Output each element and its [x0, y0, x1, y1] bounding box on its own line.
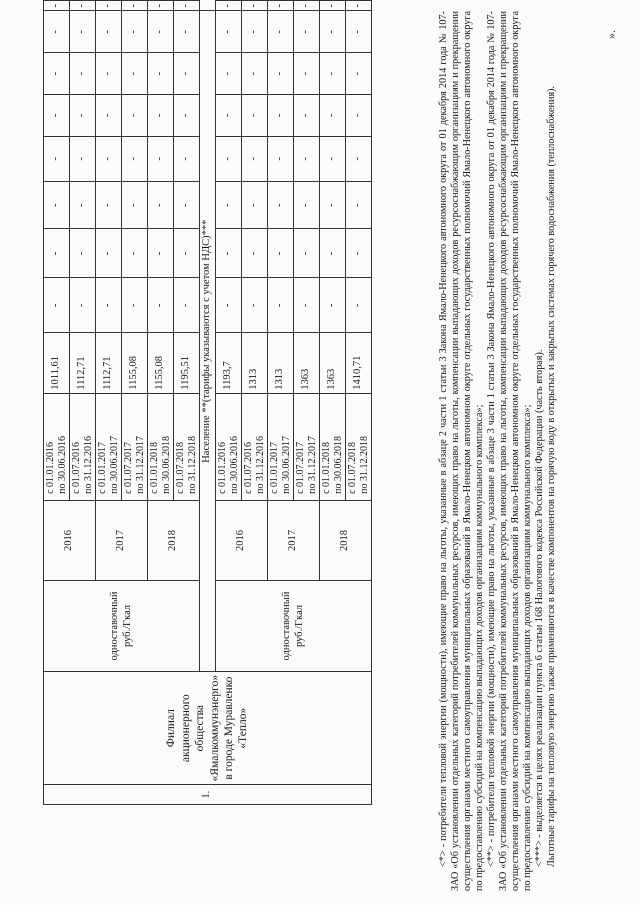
tariff-unit: одноставочный руб./Гкал [44, 581, 200, 672]
period-to: по 30.06.2017 [280, 436, 292, 494]
year-cell: 2016 [44, 500, 96, 580]
empty-value-dash: - [174, 94, 200, 136]
empty-value-dash: - [320, 278, 346, 333]
empty-value-dash: - [242, 11, 268, 53]
period-from: с 01.01.2018 [149, 441, 160, 494]
year-cell: 2017 [268, 500, 320, 580]
empty-value-dash: - [122, 94, 148, 136]
empty-value-dash: - [294, 229, 320, 278]
empty-value-dash: - [216, 182, 242, 229]
empty-value-dash: - [148, 229, 174, 278]
empty-value-dash: - [346, 229, 372, 278]
empty-value-dash: - [320, 53, 346, 95]
empty-value-dash: - [268, 136, 294, 181]
empty-value-dash: - [174, 182, 200, 229]
empty-value-dash: - [320, 94, 346, 136]
empty-value-dash: - [148, 94, 174, 136]
empty-value-dash: - [96, 11, 122, 53]
empty-value-dash: - [96, 1, 122, 12]
empty-value-dash: - [70, 53, 96, 95]
empty-value-dash: - [242, 94, 268, 136]
period-to: по 30.06.2016 [56, 436, 68, 494]
period-from: с 01.01.2016 [45, 441, 56, 494]
tariff-value: 1195,51 [174, 333, 200, 394]
empty-value-dash: - [268, 229, 294, 278]
footnote-4: Льготные тарифы на тепловую энергию также применяются в качестве компонентов на горячую воду в открытых и закрытых системах горячего водоснабжения (теплоснабжения). [546, 85, 558, 867]
empty-value-dash: - [174, 1, 200, 12]
tariff-value: 1313 [242, 333, 268, 394]
empty-value-dash: - [294, 182, 320, 229]
empty-value-dash: - [268, 53, 294, 95]
table-row [44, 1, 70, 805]
footnotes [438, 11, 558, 891]
empty-value-dash: - [70, 278, 96, 333]
period-cell [320, 393, 346, 500]
tariff-value: 1155,08 [148, 333, 174, 394]
tariff-value: 1410,71 [346, 333, 372, 394]
empty-value-dash: - [174, 11, 200, 53]
empty-value-dash: - [122, 53, 148, 95]
period-from: с 01.07.2016 [243, 441, 254, 494]
empty-value-dash: - [44, 229, 70, 278]
empty-value-dash: - [216, 229, 242, 278]
empty-value-dash: - [294, 1, 320, 12]
period-from: с 01.01.2018 [321, 441, 332, 494]
empty-value-dash: - [346, 136, 372, 181]
empty-value-dash: - [148, 182, 174, 229]
period-cell [174, 393, 200, 500]
empty-value-dash: - [294, 11, 320, 53]
period-from: с 01.01.2016 [217, 441, 228, 494]
period-from: с 01.07.2018 [347, 441, 358, 494]
period-to: по 31.12.2018 [186, 436, 198, 494]
empty-value-dash: - [44, 94, 70, 136]
empty-value-dash: - [268, 278, 294, 333]
tariff-value: 1193,7 [216, 333, 242, 394]
empty-value-dash: - [216, 53, 242, 95]
empty-value-dash: - [96, 229, 122, 278]
empty-value-dash: - [44, 1, 70, 12]
empty-value-dash: - [216, 278, 242, 333]
empty-value-dash: - [174, 136, 200, 181]
empty-value-dash: - [346, 1, 372, 12]
empty-value-dash: - [242, 53, 268, 95]
empty-value-dash: - [320, 136, 346, 181]
period-from: с 01.07.2018 [175, 441, 186, 494]
empty-value-dash: - [242, 1, 268, 12]
empty-value-dash: - [320, 11, 346, 53]
empty-value-dash: - [346, 53, 372, 95]
empty-value-dash: - [294, 278, 320, 333]
empty-value-dash: - [96, 278, 122, 333]
year-cell: 2016 [216, 500, 268, 580]
empty-value-dash: - [268, 182, 294, 229]
empty-value-dash: - [148, 11, 174, 53]
row-number: 1. [44, 785, 372, 805]
empty-value-dash: - [242, 182, 268, 229]
empty-value-dash: - [148, 278, 174, 333]
empty-value-dash: - [148, 136, 174, 181]
closing-quote: ». [604, 30, 618, 39]
organization-name: Филиал акционерного общества «Ямалкоммунэнерго» в городе Муравленко «Тепло» [44, 671, 372, 784]
period-to: по 30.06.2018 [160, 436, 172, 494]
empty-value-dash: - [148, 53, 174, 95]
empty-value-dash: - [346, 11, 372, 53]
period-cell [70, 393, 96, 500]
empty-value-dash: - [320, 229, 346, 278]
empty-value-dash: - [174, 278, 200, 333]
period-cell [294, 393, 320, 500]
empty-value-dash: - [320, 182, 346, 229]
empty-value-dash: - [148, 1, 174, 12]
empty-value-dash: - [44, 182, 70, 229]
empty-value-dash: - [44, 278, 70, 333]
empty-value-dash: - [268, 94, 294, 136]
empty-value-dash: - [122, 136, 148, 181]
footnote-1: <*> - потребители тепловой энергии (мощности), имеющие право на льготы, указанные в абзаце 2 части 1 статьи 3 Закона Ямало-Ненецкого автономного округа от 01 декабря 2014 года № 107-ЗАО «Об установлении отдельных категорий потребителей коммунальных ресурсов, имеющих право на льготы, компенсации выпадающих доходов ресурсоснабжающим организациям и прекращении осуществления органами местного самоуправления муниципальных образований в Ямало-Ненецком автономном округе отдельных государственных полномочий Ямало-Ненецкого автономного округа по предоставлению субсидий на компенсацию выпадающих доходов организациям коммунального комплекса»; [438, 11, 486, 891]
tariff-value: 1363 [320, 333, 346, 394]
period-from: с 01.07.2017 [295, 441, 306, 494]
empty-value-dash: - [70, 229, 96, 278]
empty-value-dash: - [294, 94, 320, 136]
empty-value-dash: - [174, 53, 200, 95]
period-to: по 31.12.2018 [358, 436, 370, 494]
tariff-value: 1112,71 [70, 333, 96, 394]
empty-value-dash: - [294, 53, 320, 95]
section-header-population: Население **(тарифы указываются с учетом НДС)*** [200, 11, 216, 671]
period-to: по 30.06.2016 [228, 436, 240, 494]
empty-value-dash: - [268, 1, 294, 12]
empty-value-dash: - [44, 53, 70, 95]
empty-value-dash: - [346, 182, 372, 229]
tariff-value: 1363 [294, 333, 320, 394]
period-cell [44, 393, 70, 500]
period-to: по 31.12.2017 [134, 436, 146, 494]
period-cell [268, 393, 294, 500]
period-from: с 01.01.2017 [269, 441, 280, 494]
empty-value-dash: - [216, 136, 242, 181]
empty-value-dash: - [96, 182, 122, 229]
empty-value-dash: - [96, 53, 122, 95]
tariff-unit: одноставочный руб./Гкал [216, 581, 372, 672]
period-to: по 31.12.2016 [254, 436, 266, 494]
empty-value-dash: - [174, 229, 200, 278]
empty-value-dash: - [122, 11, 148, 53]
period-cell [346, 393, 372, 500]
empty-value-dash: - [294, 136, 320, 181]
period-from: с 01.07.2016 [71, 441, 82, 494]
empty-value-dash: - [96, 94, 122, 136]
empty-value-dash: - [268, 11, 294, 53]
period-from: с 01.01.2017 [97, 441, 108, 494]
empty-value-dash: - [44, 136, 70, 181]
period-from: с 01.07.2017 [123, 441, 134, 494]
empty-value-dash: - [242, 229, 268, 278]
empty-value-dash: - [320, 1, 346, 12]
empty-value-dash: - [242, 278, 268, 333]
empty-value-dash: - [122, 182, 148, 229]
period-cell [122, 393, 148, 500]
empty-value-dash: - [216, 11, 242, 53]
period-to: по 30.06.2017 [108, 436, 120, 494]
empty-value-dash: - [44, 11, 70, 53]
empty-value-dash: - [346, 278, 372, 333]
empty-value-dash: - [122, 229, 148, 278]
empty-value-dash: - [216, 1, 242, 12]
empty-value-dash: - [216, 94, 242, 136]
tariff-value: 1155,08 [122, 333, 148, 394]
period-cell [148, 393, 174, 500]
footnote-3: <***> - выделяется в целях реализации пункта 6 статьи 168 Налогового кодекса Российской Федерации (часть вторая). [534, 349, 546, 867]
footnote-2: <**> - потребители тепловой энергии (мощности), имеющие право на льготы, указанные в абзаце 3 части 1 статьи 3 Закона Ямало-Ненецкого автономного округа от 01 декабря 2014 года № 107-ЗАО «Об установлении отдельных категорий потребителей коммунальных ресурсов, имеющих право на льготы, компенсации выпадающих доходов ресурсоснабжающим организациям и прекращении осуществления органами местного самоуправления муниципальных образований в Ямало-Ненецком автономном округе отдельных государственных полномочий Ямало-Ненецкого автономного округа по предоставлению субсидий на компенсацию выпадающих доходов организациям коммунального комплекса»; [486, 11, 534, 891]
empty-value-dash: - [122, 278, 148, 333]
empty-value-dash: - [70, 94, 96, 136]
year-cell: 2017 [96, 500, 148, 580]
empty-value-dash: - [242, 136, 268, 181]
empty-value-dash: - [122, 1, 148, 12]
tariff-value: 1112,71 [96, 333, 122, 394]
tariff-value: 1313 [268, 333, 294, 394]
empty-value-dash: - [70, 136, 96, 181]
period-to: по 30.06.2018 [332, 436, 344, 494]
year-cell: 2018 [148, 500, 200, 580]
period-cell [216, 393, 242, 500]
period-cell [242, 393, 268, 500]
tariff-table [43, 0, 372, 805]
empty-value-dash: - [70, 1, 96, 12]
period-cell [96, 393, 122, 500]
empty-value-dash: - [70, 11, 96, 53]
year-cell: 2018 [320, 500, 372, 580]
empty-value-dash: - [96, 136, 122, 181]
period-to: по 31.12.2017 [306, 436, 318, 494]
empty-value-dash: - [70, 182, 96, 229]
empty-value-dash: - [346, 94, 372, 136]
tariff-value: 1011,61 [44, 333, 70, 394]
period-to: по 31.12.2016 [82, 436, 94, 494]
